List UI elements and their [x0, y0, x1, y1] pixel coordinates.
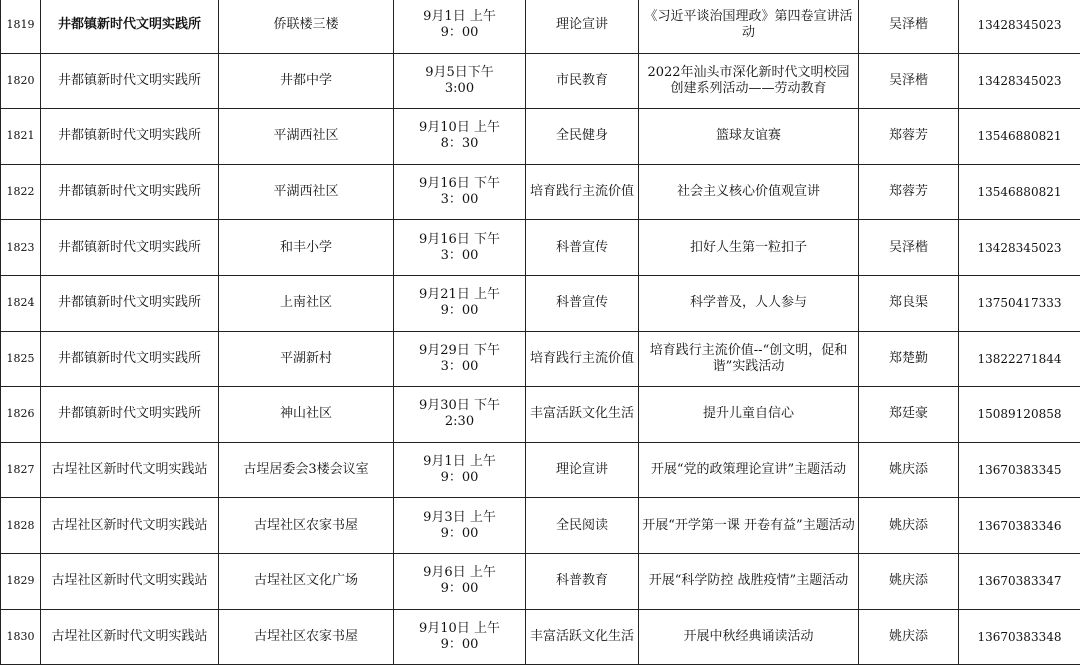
record-id: 1826 [1, 387, 41, 443]
location-cell: 古埕社区农家书屋 [219, 609, 394, 665]
table-row [1, 331, 1080, 387]
time-cell [394, 220, 526, 276]
time-clock-line: 3：00 [396, 359, 523, 375]
category-cell: 丰富活跃文化生活 [526, 609, 639, 665]
category-cell: 科普宣传 [526, 220, 639, 276]
contact-person-cell: 姚庆添 [859, 609, 959, 665]
time-date-line: 9月10日 上午 [396, 621, 523, 637]
time-clock-line: 9：00 [396, 526, 523, 542]
activity-cell: 扣好人生第一粒扣子 [639, 220, 859, 276]
location-cell: 古埕社区农家书屋 [219, 498, 394, 554]
record-id: 1827 [1, 442, 41, 498]
time-date-line: 9月5日下午 [396, 65, 523, 81]
phone-cell: 13428345023 [959, 53, 1080, 109]
record-id: 1821 [1, 109, 41, 165]
activity-cell: 社会主义核心价值观宣讲 [639, 164, 859, 220]
organizer-cell: 井都镇新时代文明实践所 [41, 0, 219, 53]
phone-cell: 13546880821 [959, 109, 1080, 165]
record-id: 1822 [1, 164, 41, 220]
location-cell: 平湖西社区 [219, 109, 394, 165]
contact-person-cell: 吴泽楷 [859, 53, 959, 109]
organizer-cell: 古埕社区新时代文明实践站 [41, 609, 219, 665]
time-date-line: 9月6日 上午 [396, 565, 523, 581]
time-cell [394, 164, 526, 220]
location-cell: 侨联楼三楼 [219, 0, 394, 53]
table-row [1, 498, 1080, 554]
time-cell [394, 498, 526, 554]
location-cell: 井都中学 [219, 53, 394, 109]
activity-cell: 提升儿童自信心 [639, 387, 859, 443]
time-clock-line: 9：00 [396, 581, 523, 597]
organizer-cell: 井都镇新时代文明实践所 [41, 387, 219, 443]
category-cell: 科普教育 [526, 553, 639, 609]
time-cell [394, 109, 526, 165]
table-row [1, 609, 1080, 665]
time-clock-line: 9：00 [396, 25, 523, 41]
location-cell: 古埕居委会3楼会议室 [219, 442, 394, 498]
organizer-cell: 井都镇新时代文明实践所 [41, 53, 219, 109]
phone-cell: 13670383345 [959, 442, 1080, 498]
record-id: 1829 [1, 553, 41, 609]
location-cell: 上南社区 [219, 275, 394, 331]
contact-person-cell: 吴泽楷 [859, 0, 959, 53]
phone-cell: 13670383346 [959, 498, 1080, 554]
time-cell [394, 387, 526, 443]
time-clock-line: 3:00 [396, 81, 523, 97]
record-id: 1824 [1, 275, 41, 331]
contact-person-cell: 姚庆添 [859, 553, 959, 609]
activity-cell: 开展“党的政策理论宣讲”主题活动 [639, 442, 859, 498]
time-date-line: 9月16日 下午 [396, 232, 523, 248]
organizer-cell: 古埕社区新时代文明实践站 [41, 442, 219, 498]
time-cell [394, 609, 526, 665]
activity-cell: 开展“科学防控 战胜疫情”主题活动 [639, 553, 859, 609]
time-date-line: 9月1日 上午 [396, 454, 523, 470]
record-id: 1819 [1, 0, 41, 53]
table-row [1, 553, 1080, 609]
table-row [1, 109, 1080, 165]
table-row [1, 387, 1080, 443]
category-cell: 理论宣讲 [526, 0, 639, 53]
category-cell: 全民阅读 [526, 498, 639, 554]
time-clock-line: 9：00 [396, 470, 523, 486]
phone-cell: 13750417333 [959, 275, 1080, 331]
category-cell: 市民教育 [526, 53, 639, 109]
time-date-line: 9月1日 上午 [396, 9, 523, 25]
activity-cell: 2022年汕头市深化新时代文明校园创建系列活动——劳动教育 [639, 53, 859, 109]
activity-cell: 《习近平谈治国理政》第四卷宣讲活动 [639, 0, 859, 53]
time-date-line: 9月29日 下午 [396, 343, 523, 359]
time-cell [394, 331, 526, 387]
organizer-cell: 古埕社区新时代文明实践站 [41, 498, 219, 554]
location-cell: 和丰小学 [219, 220, 394, 276]
contact-person-cell: 郑廷豪 [859, 387, 959, 443]
time-clock-line: 3：00 [396, 192, 523, 208]
location-cell: 平湖新村 [219, 331, 394, 387]
time-date-line: 9月16日 下午 [396, 176, 523, 192]
organizer-cell: 井都镇新时代文明实践所 [41, 109, 219, 165]
organizer-cell: 井都镇新时代文明实践所 [41, 275, 219, 331]
record-id: 1830 [1, 609, 41, 665]
time-clock-line: 9：00 [396, 303, 523, 319]
table-row [1, 442, 1080, 498]
time-cell [394, 442, 526, 498]
organizer-cell: 井都镇新时代文明实践所 [41, 331, 219, 387]
phone-cell: 13822271844 [959, 331, 1080, 387]
organizer-cell: 井都镇新时代文明实践所 [41, 220, 219, 276]
contact-person-cell: 郑蓉芳 [859, 109, 959, 165]
contact-person-cell: 郑蓉芳 [859, 164, 959, 220]
category-cell: 理论宣讲 [526, 442, 639, 498]
contact-person-cell: 吴泽楷 [859, 220, 959, 276]
record-id: 1820 [1, 53, 41, 109]
time-clock-line: 2:30 [396, 414, 523, 430]
phone-cell: 13428345023 [959, 0, 1080, 53]
record-id: 1823 [1, 220, 41, 276]
category-cell: 培育践行主流价值 [526, 331, 639, 387]
category-cell: 培育践行主流价值 [526, 164, 639, 220]
time-cell [394, 275, 526, 331]
activity-cell: 开展中秋经典诵读活动 [639, 609, 859, 665]
time-clock-line: 9：00 [396, 637, 523, 653]
time-date-line: 9月30日 下午 [396, 398, 523, 414]
category-cell: 全民健身 [526, 109, 639, 165]
phone-cell: 13546880821 [959, 164, 1080, 220]
phone-cell: 15089120858 [959, 387, 1080, 443]
category-cell: 丰富活跃文化生活 [526, 387, 639, 443]
phone-cell: 13428345023 [959, 220, 1080, 276]
time-date-line: 9月10日 上午 [396, 120, 523, 136]
organizer-cell: 古埕社区新时代文明实践站 [41, 553, 219, 609]
table-row [1, 53, 1080, 109]
location-cell: 古埕社区文化广场 [219, 553, 394, 609]
record-id: 1825 [1, 331, 41, 387]
table-row [1, 275, 1080, 331]
time-clock-line: 8：30 [396, 136, 523, 152]
time-date-line: 9月3日 上午 [396, 510, 523, 526]
time-date-line: 9月21日 上午 [396, 287, 523, 303]
time-cell [394, 0, 526, 53]
activity-cell: 培育践行主流价值--“创文明，促和谐”实践活动 [639, 331, 859, 387]
organizer-cell: 井都镇新时代文明实践所 [41, 164, 219, 220]
phone-cell: 13670383348 [959, 609, 1080, 665]
record-id: 1828 [1, 498, 41, 554]
time-cell [394, 53, 526, 109]
activity-cell: 篮球友谊赛 [639, 109, 859, 165]
table-body [1, 0, 1080, 665]
table-row [1, 220, 1080, 276]
contact-person-cell: 姚庆添 [859, 442, 959, 498]
contact-person-cell: 郑楚勤 [859, 331, 959, 387]
time-cell [394, 553, 526, 609]
table-row [1, 164, 1080, 220]
activity-cell: 开展“开学第一课 开卷有益”主题活动 [639, 498, 859, 554]
location-cell: 平湖西社区 [219, 164, 394, 220]
phone-cell: 13670383347 [959, 553, 1080, 609]
category-cell: 科普宣传 [526, 275, 639, 331]
contact-person-cell: 姚庆添 [859, 498, 959, 554]
location-cell: 神山社区 [219, 387, 394, 443]
time-clock-line: 3：00 [396, 248, 523, 264]
activity-cell: 科学普及，人人参与 [639, 275, 859, 331]
table-row [1, 0, 1080, 53]
contact-person-cell: 郑良渠 [859, 275, 959, 331]
